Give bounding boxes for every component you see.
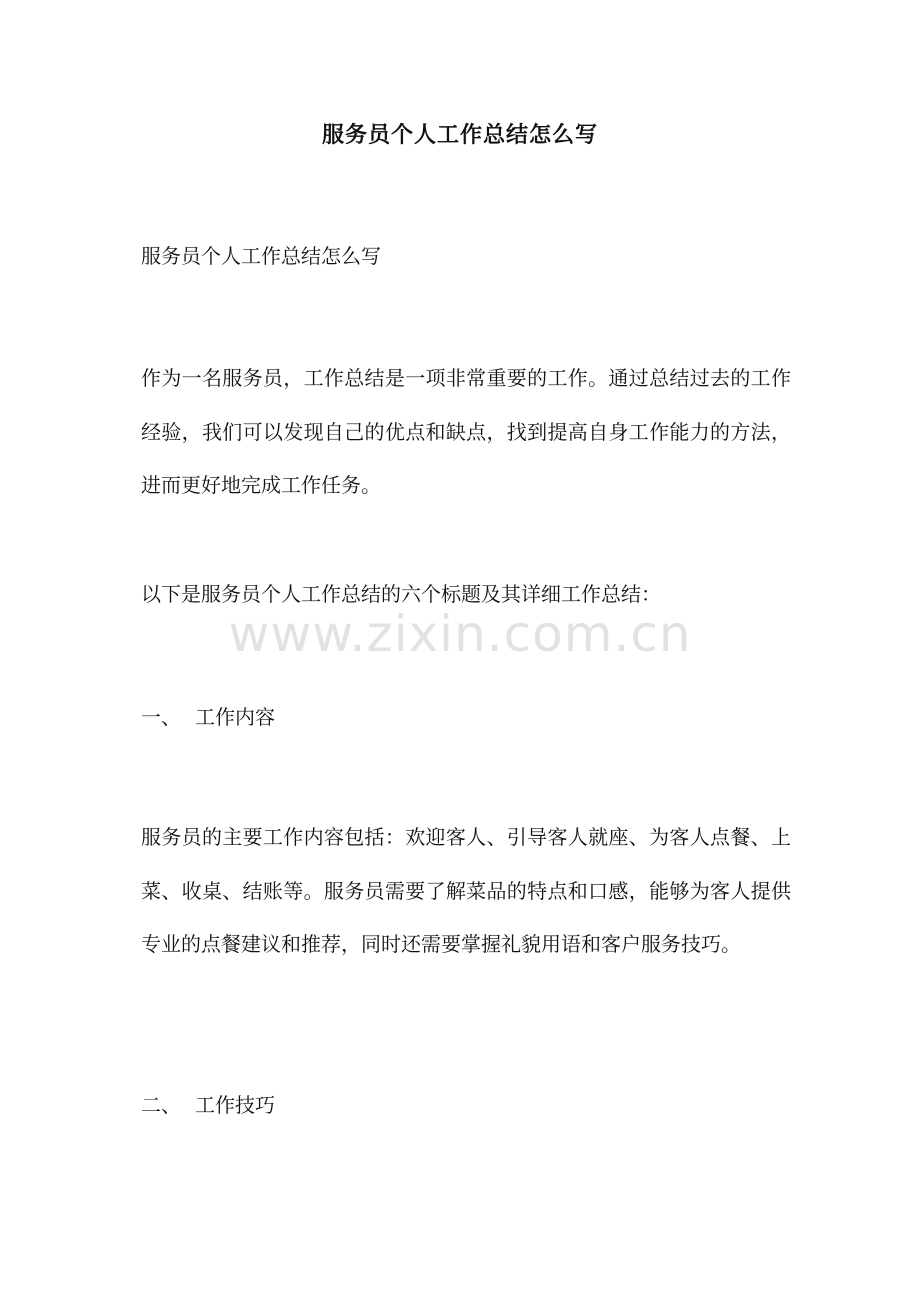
section-body-1: 服务员的主要工作内容包括：欢迎客人、引导客人就座、为客人点餐、上菜、收桌、结账等。服务员需要了解菜品的特点和口感，能够为客人提供专业的点餐建议和推荐，同时还需要掌握礼貌用语和客户服务技巧。 [141, 825, 791, 956]
section-heading-text: 工作内容 [195, 705, 275, 729]
section-number: 二、 [141, 1093, 181, 1117]
section-number: 一、 [141, 705, 181, 729]
document-subtitle: 服务员个人工作总结怎么写 [141, 244, 381, 268]
document-title: 服务员个人工作总结怎么写 [321, 122, 598, 148]
section-heading-1 [141, 699, 791, 735]
lead-paragraph: 以下是服务员个人工作总结的六个标题及其详细工作总结： [141, 582, 661, 606]
intro-paragraph: 作为一名服务员，工作总结是一项非常重要的工作。通过总结过去的工作经验，我们可以发现自己的优点和缺点，找到提高自身工作能力的方法，进而更好地完成工作任务。 [141, 366, 791, 497]
section-heading-2 [141, 1087, 791, 1123]
section-heading-text: 工作技巧 [195, 1093, 275, 1117]
watermark: www.zixin.com.cn [228, 605, 692, 663]
